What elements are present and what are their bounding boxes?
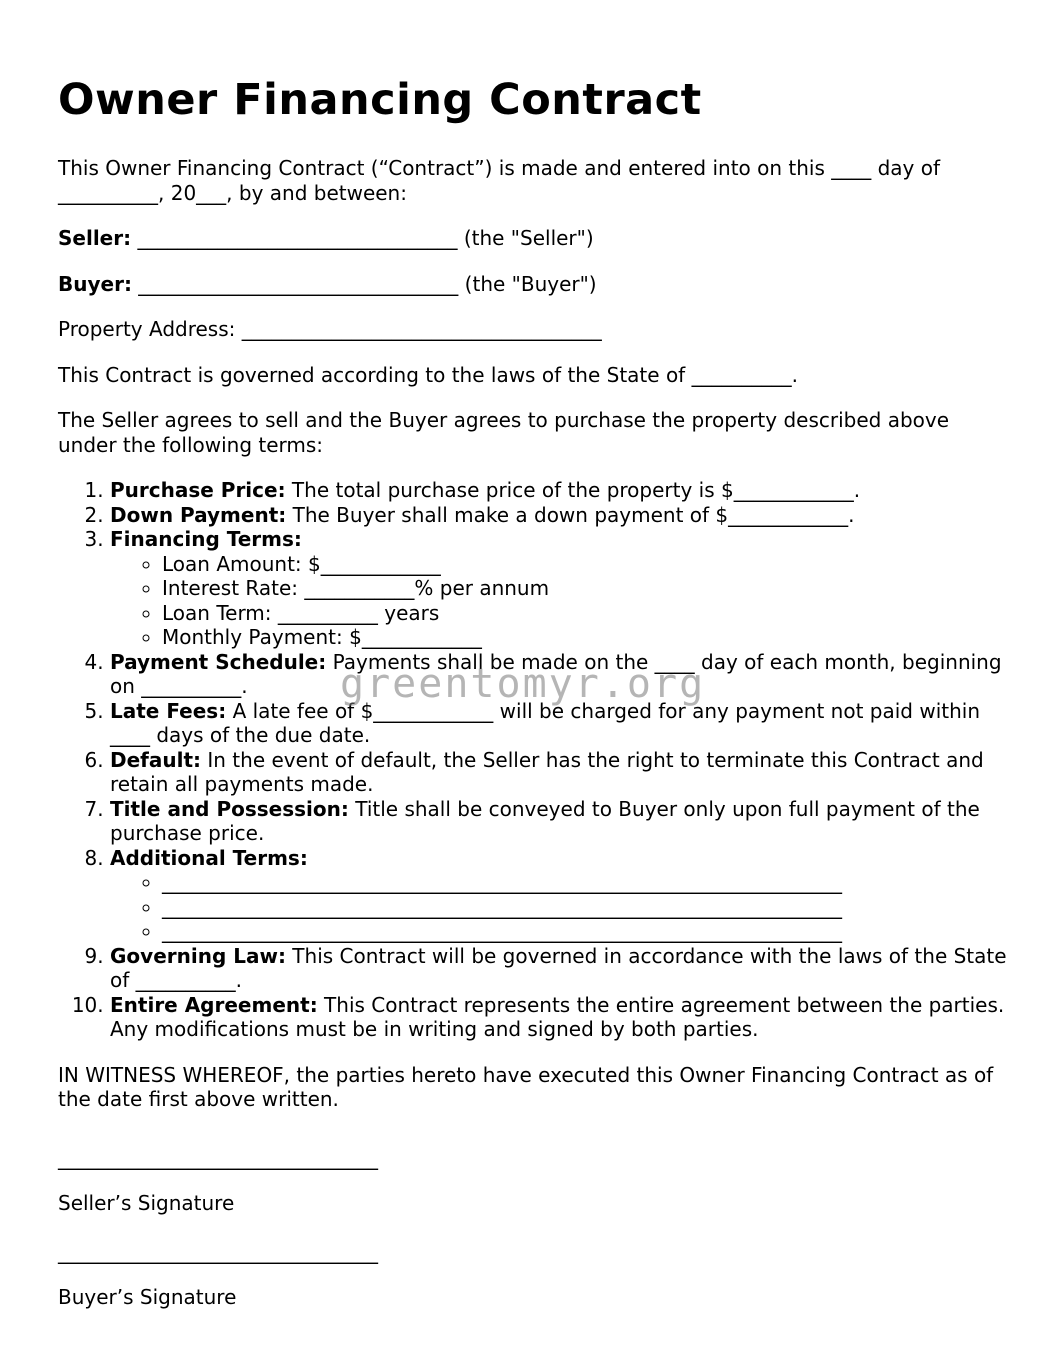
term-entire-agreement: 10. Entire Agreement: This Contract represents the entire agreement between the parties. Any modifications must be in writing and signed by both parties. bbox=[110, 993, 1008, 1042]
seller-label: Seller: bbox=[58, 226, 132, 250]
term-late-fees: 5. Late Fees: A late fee of $____________ will be charged for any payment not paid within ____ days of the due date. bbox=[110, 699, 1008, 748]
seller-signature-label: Seller’s Signature bbox=[58, 1191, 235, 1215]
term-governing-law: 9. Governing Law: This Contract will be governed in accordance with the laws of the State of __________. bbox=[110, 944, 1008, 993]
additional-line: ◦ ____________________________________________________________________ bbox=[162, 919, 1008, 944]
financing-loan-amount: ◦ Loan Amount: $____________ bbox=[162, 552, 1008, 577]
term-additional-terms: 8. Additional Terms: ◦ ____________________________________________________________________ ◦ ____________________________________________________________________ ◦ ____________________________________________________________________ bbox=[110, 846, 1008, 944]
financing-sublist bbox=[110, 552, 1008, 650]
seller-signature-line: ________________________________ bbox=[58, 1145, 378, 1170]
financing-monthly-payment: ◦ Monthly Payment: $____________ bbox=[162, 625, 1008, 650]
terms-list bbox=[58, 478, 1008, 1042]
additional-line: ◦ ____________________________________________________________________ bbox=[162, 870, 1008, 895]
buyer-field: ________________________________ (the "Buyer") bbox=[131, 271, 597, 296]
witness-paragraph: IN WITNESS WHEREOF, the parties hereto have executed this Owner Financing Contract as of the date first above written. bbox=[58, 1062, 994, 1111]
financing-loan-term: ◦ Loan Term: __________ years bbox=[162, 601, 1008, 626]
term-default: 6. Default: In the event of default, the Seller has the right to terminate this Contract and retain all payments made. bbox=[110, 748, 1008, 797]
seller-field: ________________________________ (the "Seller") bbox=[131, 226, 594, 250]
buyer-signature-line: ________________________________ bbox=[58, 1239, 378, 1264]
governed-paragraph: This Contract is governed according to the laws of the State of __________. bbox=[58, 362, 798, 387]
intro-paragraph: This Owner Financing Contract (“Contract”) is made and entered into on this ____ day of __________, 20___, by and between: bbox=[58, 156, 941, 205]
property-address-line: Property Address: ____________________________________ bbox=[58, 317, 602, 341]
financing-interest-rate: ◦ Interest Rate: ___________% per annum bbox=[162, 576, 1008, 601]
buyer-signature-label: Buyer’s Signature bbox=[58, 1285, 237, 1309]
watermark-text: greentomyr.org bbox=[340, 661, 706, 707]
document-page bbox=[58, 74, 1008, 1331]
term-financing-terms: 3. Financing Terms: ◦ Loan Amount: $____________ ◦ Interest Rate: ___________% per annum ◦ Loan Term: __________ years ◦ Monthly Payment: $____________ bbox=[110, 527, 1008, 650]
additional-line: ◦ ____________________________________________________________________ bbox=[162, 895, 1008, 920]
term-payment-schedule: 4. Payment Schedule: Payments shall be made on the ____ day of each month, beginning on __________. bbox=[110, 650, 1008, 699]
buyer-line bbox=[58, 272, 1008, 297]
additional-sublist bbox=[110, 870, 1008, 944]
term-purchase-price: 1. Purchase Price: The total purchase price of the property is $____________. bbox=[110, 478, 1008, 503]
page-title: Owner Financing Contract bbox=[58, 75, 702, 125]
seller-line bbox=[58, 226, 1008, 251]
term-down-payment: 2. Down Payment: The Buyer shall make a down payment of $____________. bbox=[110, 503, 1008, 528]
agreement-paragraph: The Seller agrees to sell and the Buyer agrees to purchase the property described above under the following terms: bbox=[58, 408, 950, 457]
term-title-possession: 7. Title and Possession: Title shall be conveyed to Buyer only upon full payment of the purchase price. bbox=[110, 797, 1008, 846]
buyer-label: Buyer: bbox=[58, 271, 132, 296]
